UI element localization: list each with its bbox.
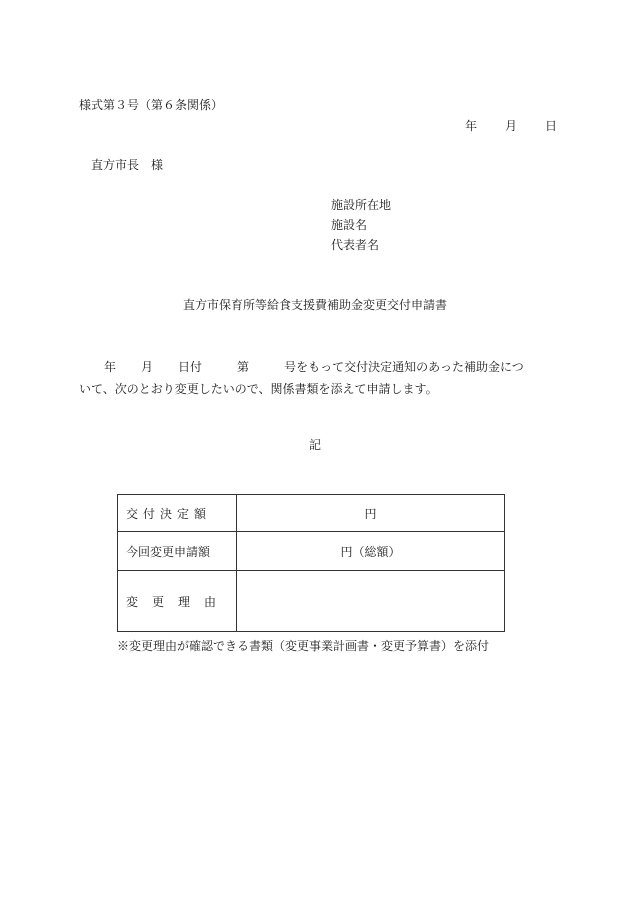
body-year: 年: [104, 360, 117, 374]
representative-label: 代表者名: [331, 238, 380, 252]
table-row: [118, 532, 505, 571]
attachment-note: ※変更理由が確認できる書類（変更事業計画書・変更予算書）を添付: [117, 639, 490, 653]
form-number: 様式第３号（第６条関係）: [79, 98, 224, 112]
date-line: [465, 117, 557, 134]
table-row: [118, 571, 505, 632]
ki-heading: 記: [308, 438, 321, 452]
body-dai: 第: [237, 360, 250, 374]
row-value: 円: [237, 495, 505, 532]
date-day: 日: [545, 119, 558, 133]
row-label: 今回変更申請額: [118, 532, 237, 571]
date-month: 月: [505, 119, 518, 133]
row-value: 円（総額）: [237, 532, 505, 571]
row-label: 変更理由: [118, 571, 237, 632]
addressee: 直方市長 様: [91, 158, 164, 172]
date-year: 年: [465, 119, 478, 133]
facility-address-label: 施設所在地: [331, 198, 392, 212]
table-row: [118, 495, 505, 532]
document-title: 直方市保育所等給食支援費補助金変更交付申請書: [182, 298, 447, 312]
row-value: [237, 571, 505, 632]
amounts-table: [117, 494, 505, 632]
body-line2: いて、次のとおり変更したいので、関係書類を添えて申請します。: [79, 382, 438, 396]
body-line1: 号をもって交付決定通知のあった補助金につ: [284, 360, 524, 374]
body-month: 月: [141, 360, 154, 374]
facility-name-label: 施設名: [331, 218, 368, 232]
body-day: 日付: [178, 360, 203, 374]
applicant-block: [331, 195, 391, 255]
row-label: 交付決定額: [118, 495, 237, 532]
body-text: [79, 356, 554, 400]
